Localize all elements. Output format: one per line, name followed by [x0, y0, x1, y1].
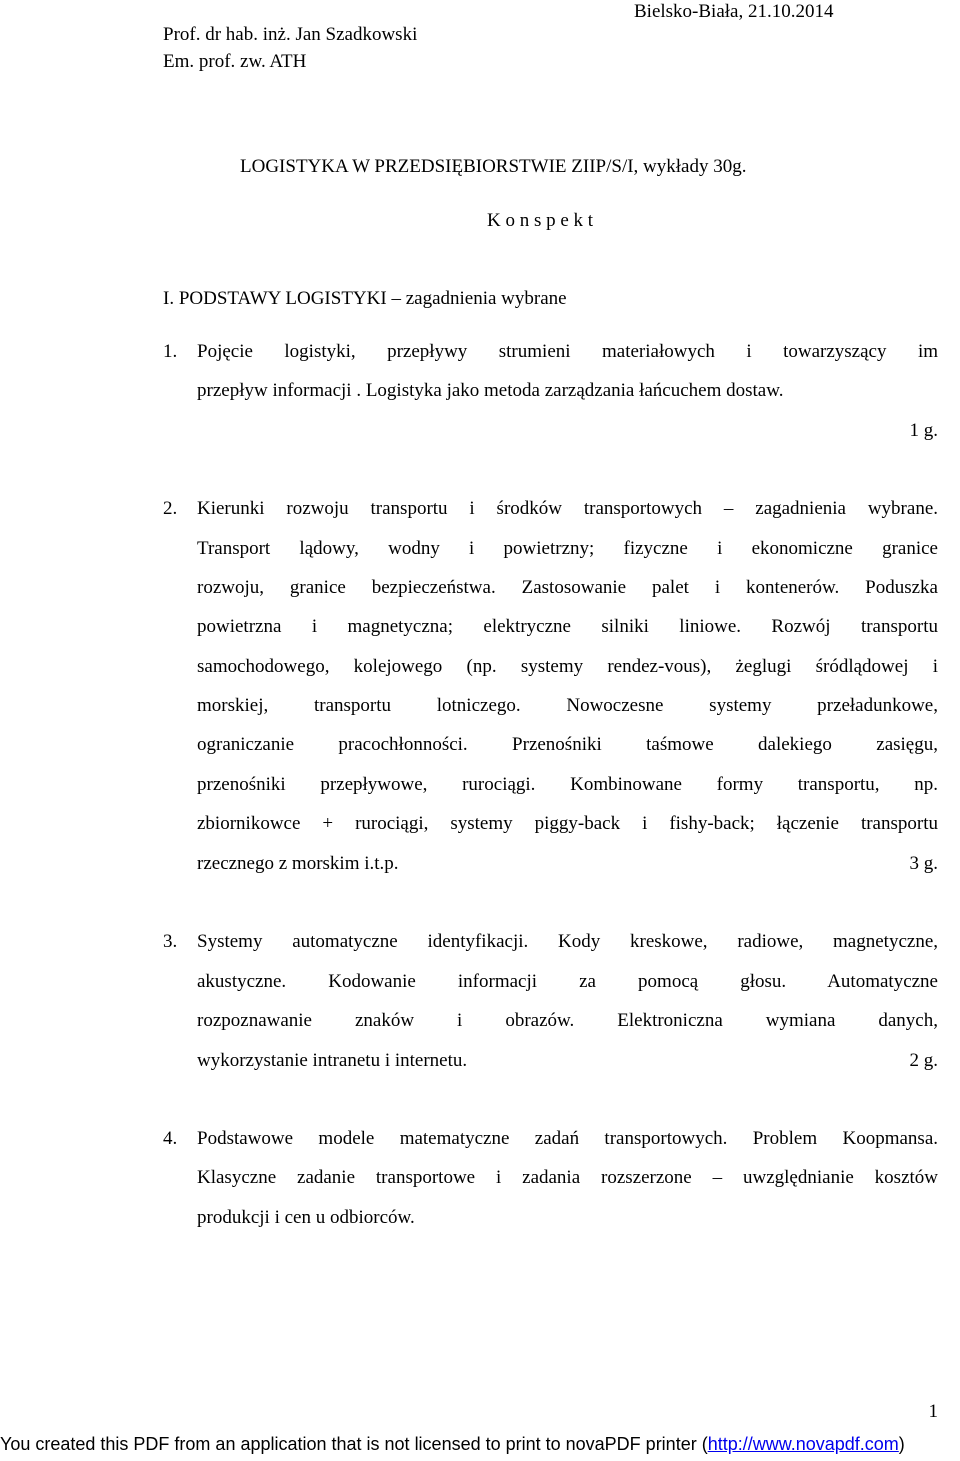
item-line: Pojęcie logistyki, przepływy strumieni materiałowych i towarzyszący im: [197, 341, 938, 362]
item-line: wykorzystanie intranetu i internetu.: [197, 1050, 468, 1071]
novapdf-link[interactable]: http://www.novapdf.com: [707, 1434, 899, 1454]
item-number: 2.: [163, 498, 178, 519]
item-number: 3.: [163, 931, 178, 952]
author-title: Em. prof. zw. ATH: [163, 51, 307, 72]
item-line: przenośniki przepływowe, rurociągi. Kombinowane formy transportu, np.: [197, 774, 938, 795]
item-line: Podstawowe modele matematyczne zadań transportowych. Problem Koopmansa.: [197, 1128, 938, 1149]
item-line: Systemy automatyczne identyfikacji. Kody kreskowe, radiowe, magnetyczne,: [197, 931, 938, 952]
footer-text-end: ): [898, 1434, 905, 1454]
document-subtitle: K o n s p e k t: [487, 210, 594, 231]
item-line: Kierunki rozwoju transportu i środków transportowych – zagadnienia wybrane.: [197, 498, 938, 519]
item-hours: 3 g.: [909, 853, 938, 874]
item-line: ograniczanie pracochłonności. Przenośniki taśmowe dalekiego zasięgu,: [197, 734, 938, 755]
item-line: Transport lądowy, wodny i powietrzny; fizyczne i ekonomiczne granice: [197, 538, 938, 559]
item-number: 1.: [163, 341, 178, 362]
item-line: samochodowego, kolejowego (np. systemy rendez-vous), żeglugi śródlądowej i: [197, 656, 938, 677]
item-line: przepływ informacji . Logistyka jako metoda zarządzania łańcuchem dostaw.: [197, 380, 784, 401]
item-line: akustyczne. Kodowanie informacji za pomocą głosu. Automatyczne: [197, 971, 938, 992]
item-line: rozwoju, granice bezpieczeństwa. Zastosowanie palet i kontenerów. Poduszka: [197, 577, 938, 598]
place-date: Bielsko-Biała, 21.10.2014: [634, 1, 834, 22]
item-hours: 2 g.: [909, 1050, 938, 1071]
item-line: Klasyczne zadanie transportowe i zadania rozszerzone – uwzględnianie kosztów: [197, 1167, 938, 1188]
item-line: zbiornikowce + rurociągi, systemy piggy-back i fishy-back; łączenie transportu: [197, 813, 938, 834]
item-line: powietrzna i magnetyczna; elektryczne silniki liniowe. Rozwój transportu: [197, 616, 938, 637]
item-hours: 1 g.: [909, 420, 938, 441]
page-number: 1: [928, 1401, 938, 1422]
item-number: 4.: [163, 1128, 178, 1149]
footer-text: You created this PDF from an application that is not licensed to print to novaPDF printer (: [0, 1434, 708, 1454]
item-line: rzecznego z morskim i.t.p.: [197, 853, 399, 874]
pdf-license-footer: [0, 1433, 960, 1455]
item-line: rozpoznawanie znaków i obrazów. Elektroniczna wymiana danych,: [197, 1010, 938, 1031]
item-line: produkcji i cen u odbiorców.: [197, 1207, 415, 1228]
document-title: LOGISTYKA W PRZEDSIĘBIORSTWIE ZIIP/S/I, wykłady 30g.: [240, 156, 747, 177]
item-line: morskiej, transportu lotniczego. Nowoczesne systemy przeładunkowe,: [197, 695, 938, 716]
author-name: Prof. dr hab. inż. Jan Szadkowski: [163, 24, 418, 45]
section-heading: I. PODSTAWY LOGISTYKI – zagadnienia wybrane: [163, 288, 567, 309]
